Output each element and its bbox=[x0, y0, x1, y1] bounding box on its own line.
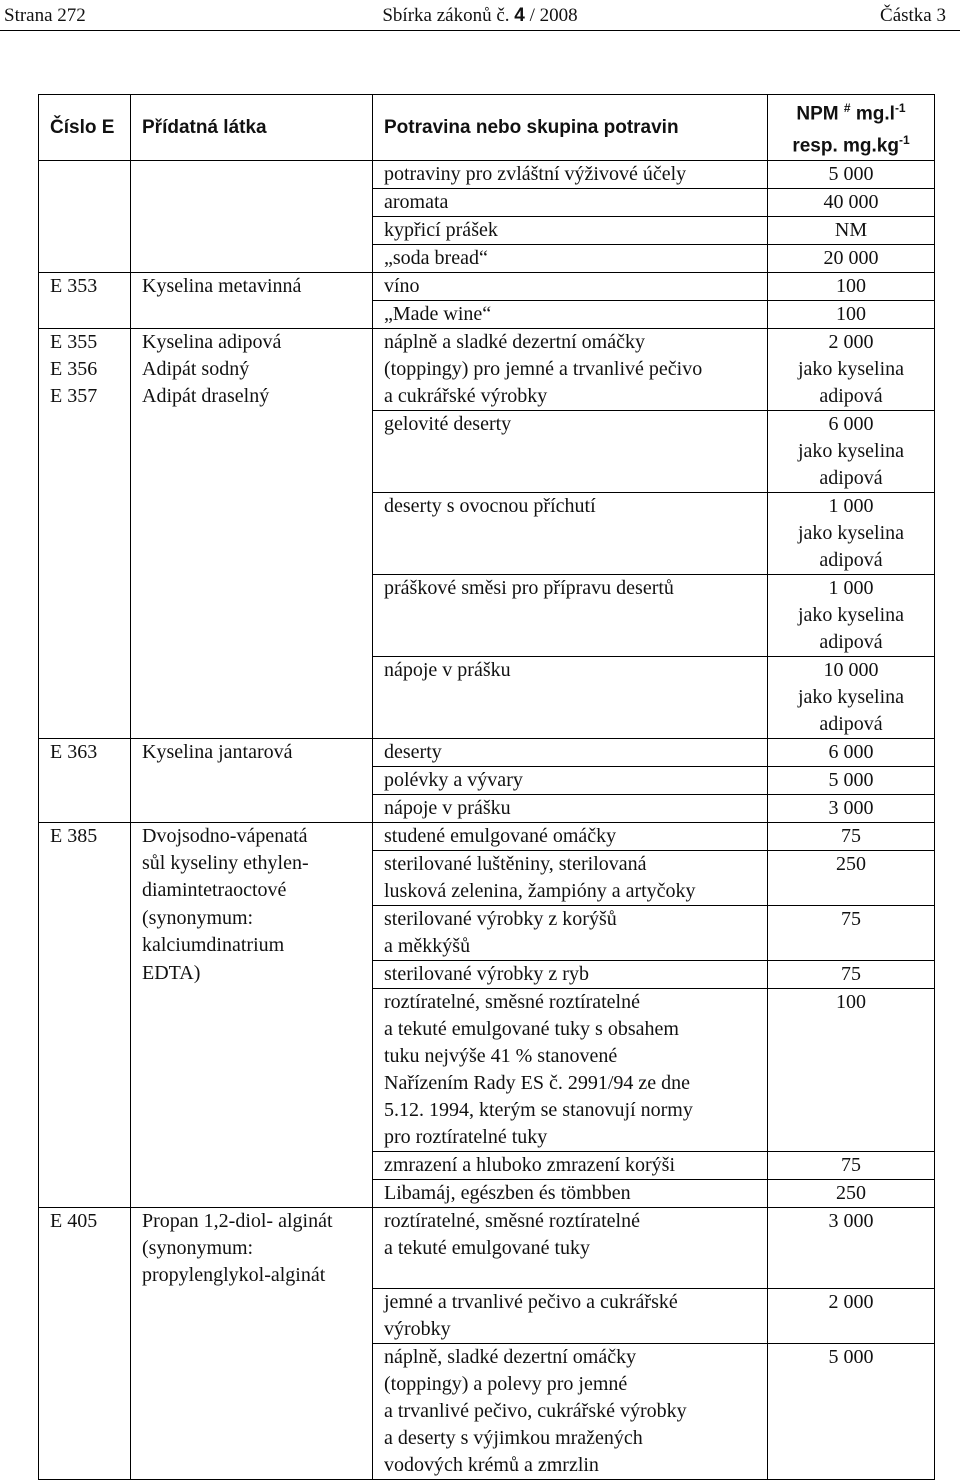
collection-prefix: Sbírka zákonů č. bbox=[382, 5, 510, 26]
npm-value-cell bbox=[768, 1207, 935, 1289]
food-category-line: (toppingy) a polevy pro jemné bbox=[384, 1373, 628, 1396]
food-category-line: výrobky bbox=[384, 1318, 451, 1341]
additive-name-cell bbox=[131, 1151, 373, 1179]
npm-value-line: 75 bbox=[841, 1153, 861, 1176]
npm-value-line: 6 000 bbox=[828, 412, 874, 435]
additive-name-cell bbox=[131, 188, 373, 216]
additive-name-cell bbox=[131, 850, 373, 905]
additive-name-cell bbox=[131, 1344, 373, 1480]
food-category-cell bbox=[373, 656, 768, 738]
food-category-line: polévky a vývary bbox=[384, 768, 523, 791]
page-header bbox=[0, 0, 960, 31]
table-row bbox=[39, 766, 935, 794]
food-category-line: Libamáj, egészben és tömbben bbox=[384, 1181, 631, 1204]
food-category-cell bbox=[373, 300, 768, 328]
food-category-line: a trvanlivé pečivo, cukrářské výrobky bbox=[384, 1400, 687, 1423]
npm-value-cell bbox=[768, 738, 935, 766]
additive-name-cell bbox=[131, 244, 373, 272]
additive-number-line: E 363 bbox=[50, 740, 98, 763]
table-row bbox=[39, 794, 935, 822]
npm-value-line: 250 bbox=[836, 852, 866, 875]
npm-value-line: jako kyselina bbox=[797, 685, 905, 708]
additive-name-line: Dvojsodno-vápenatá bbox=[142, 824, 308, 847]
npm-value-line: 1 000 bbox=[828, 494, 874, 517]
npm-value-cell bbox=[768, 328, 935, 410]
npm-value-cell bbox=[768, 410, 935, 492]
table-row bbox=[39, 492, 935, 574]
food-category-line: pro roztíratelné tuky bbox=[384, 1125, 548, 1148]
additive-number-cell bbox=[39, 160, 131, 188]
npm-value-line: 20 000 bbox=[823, 246, 879, 269]
npm-value-cell bbox=[768, 1179, 935, 1207]
additive-name-cell bbox=[131, 988, 373, 1151]
table-body bbox=[39, 160, 935, 1480]
food-category-line: práškové směsi pro přípravu desertů bbox=[384, 576, 674, 599]
additive-number-cell bbox=[39, 1289, 131, 1344]
additive-number-cell bbox=[39, 738, 131, 766]
npm-value-line: 5 000 bbox=[828, 1346, 874, 1369]
table-row bbox=[39, 850, 935, 905]
food-category-cell bbox=[373, 574, 768, 656]
additive-number-line: E 355 bbox=[50, 330, 98, 353]
npm-value-line: 10 000 bbox=[823, 658, 879, 681]
npm-value-cell bbox=[768, 574, 935, 656]
food-category-cell bbox=[373, 492, 768, 574]
additive-name-cell bbox=[131, 766, 373, 794]
npm-value-cell bbox=[768, 905, 935, 960]
npm-value-cell bbox=[768, 822, 935, 850]
additive-number-cell bbox=[39, 216, 131, 244]
food-category-cell bbox=[373, 1289, 768, 1344]
food-category-line: deserty s ovocnou příchutí bbox=[384, 494, 596, 517]
additive-number-cell bbox=[39, 766, 131, 794]
npm-value-line: 3 000 bbox=[828, 796, 874, 819]
additive-name-line: Adipát draselný bbox=[142, 384, 270, 407]
food-category-line: 5.12. 1994, kterým se stanovují normy bbox=[384, 1098, 693, 1121]
npm-value-cell bbox=[768, 244, 935, 272]
npm-value-cell bbox=[768, 188, 935, 216]
col-header-number: Číslo E bbox=[39, 95, 131, 161]
npm-value-cell bbox=[768, 272, 935, 300]
table-row bbox=[39, 905, 935, 960]
food-category-cell bbox=[373, 766, 768, 794]
food-category-cell bbox=[373, 272, 768, 300]
food-category-line: aromata bbox=[384, 190, 449, 213]
food-category-cell bbox=[373, 1179, 768, 1207]
additive-name-cell bbox=[131, 794, 373, 822]
additive-number-line: E 405 bbox=[50, 1209, 98, 1232]
food-category-line: kypřicí prášek bbox=[384, 218, 498, 241]
additive-number-cell bbox=[39, 574, 131, 656]
table-row bbox=[39, 574, 935, 656]
npm-value-line: 5 000 bbox=[828, 162, 874, 185]
npm-value-cell bbox=[768, 1151, 935, 1179]
additive-name-cell bbox=[131, 1207, 373, 1289]
npm-value-line: jako kyselina bbox=[797, 357, 905, 380]
npm-value-line: 3 000 bbox=[828, 1209, 874, 1232]
npm-value-line: adipová bbox=[819, 548, 883, 571]
additive-number-cell bbox=[39, 905, 131, 960]
additive-number-cell bbox=[39, 492, 131, 574]
table-row bbox=[39, 1289, 935, 1344]
additive-number-line: E 385 bbox=[50, 824, 98, 847]
additive-name-line: Kyselina adipová bbox=[142, 330, 282, 353]
npm-value-line: 6 000 bbox=[828, 740, 874, 763]
table-row bbox=[39, 1151, 935, 1179]
npm-value-line: 75 bbox=[841, 824, 861, 847]
additive-name-cell bbox=[131, 738, 373, 766]
npm-value-line: 1 000 bbox=[828, 576, 874, 599]
additive-name-cell bbox=[131, 300, 373, 328]
npm-value-cell bbox=[768, 1344, 935, 1480]
food-category-line: lusková zelenina, žampióny a artyčoky bbox=[384, 879, 696, 902]
table-row bbox=[39, 244, 935, 272]
food-category-line: vodových krémů a zmrzlin bbox=[384, 1454, 599, 1477]
npm-value-line: adipová bbox=[819, 384, 883, 407]
additive-name-cell bbox=[131, 272, 373, 300]
npm-value-cell bbox=[768, 766, 935, 794]
additive-number-cell bbox=[39, 1179, 131, 1207]
table-row bbox=[39, 216, 935, 244]
food-category-cell bbox=[373, 216, 768, 244]
food-category-line: víno bbox=[384, 274, 420, 297]
npm-value-cell bbox=[768, 300, 935, 328]
npm-value-line: jako kyselina bbox=[797, 439, 905, 462]
food-category-cell bbox=[373, 988, 768, 1151]
additive-number-cell bbox=[39, 822, 131, 850]
col-header-food: Potravina nebo skupina potravin bbox=[373, 95, 768, 161]
npm-value-line: 5 000 bbox=[828, 768, 874, 791]
table-row bbox=[39, 1207, 935, 1289]
issue-number: 4 bbox=[514, 5, 525, 26]
additives-table bbox=[38, 94, 935, 1480]
table-row bbox=[39, 160, 935, 188]
part-number: Částka 3 bbox=[880, 5, 946, 26]
additive-number-line: E 357 bbox=[50, 384, 98, 407]
additive-name-line: diamintetraoctové bbox=[142, 879, 287, 902]
additive-number-cell bbox=[39, 656, 131, 738]
additive-name-cell bbox=[131, 410, 373, 492]
food-category-line: a cukrářské výrobky bbox=[384, 384, 548, 407]
additive-name-line: (synonymum: bbox=[142, 1236, 254, 1259]
table-row bbox=[39, 1344, 935, 1480]
npm-value-cell bbox=[768, 960, 935, 988]
npm-value-cell bbox=[768, 1289, 935, 1344]
table-header-row bbox=[39, 95, 935, 161]
npm-value-line: 2 000 bbox=[828, 1291, 874, 1314]
food-category-cell bbox=[373, 160, 768, 188]
food-category-cell bbox=[373, 794, 768, 822]
collection-year: / 2008 bbox=[529, 5, 578, 26]
food-category-line: sterilované luštěniny, sterilovaná bbox=[384, 852, 647, 875]
additive-name-cell bbox=[131, 492, 373, 574]
additive-name-line: kalciumdinatrium bbox=[142, 934, 285, 957]
additive-name-line: (synonymum: bbox=[142, 907, 254, 930]
additive-number-line: E 353 bbox=[50, 274, 98, 297]
table-row bbox=[39, 822, 935, 850]
table-row bbox=[39, 300, 935, 328]
additive-name-cell bbox=[131, 1289, 373, 1344]
additive-number-cell bbox=[39, 1207, 131, 1289]
additive-number-cell bbox=[39, 410, 131, 492]
food-category-line: sterilované výrobky z korýšů bbox=[384, 907, 617, 930]
npm-value-cell bbox=[768, 988, 935, 1151]
table-row bbox=[39, 656, 935, 738]
food-category-line: nápoje v prášku bbox=[384, 658, 511, 681]
food-category-line: gelovité deserty bbox=[384, 412, 512, 435]
npm-value-cell bbox=[768, 850, 935, 905]
table-row bbox=[39, 988, 935, 1151]
additive-number-cell bbox=[39, 1344, 131, 1480]
food-category-line: Nařízením Rady ES č. 2991/94 ze dne bbox=[384, 1071, 691, 1094]
additive-name-cell bbox=[131, 960, 373, 988]
food-category-line: a tekuté emulgované tuky s obsahem bbox=[384, 1017, 679, 1040]
npm-value-line: 100 bbox=[836, 302, 866, 325]
additive-name-line: EDTA) bbox=[142, 962, 201, 985]
food-category-line: roztíratelné, směsné roztíratelné bbox=[384, 1209, 640, 1232]
table-row bbox=[39, 738, 935, 766]
food-category-line: potraviny pro zvláštní výživové účely bbox=[384, 162, 687, 185]
additive-name-line: Adipát sodný bbox=[142, 357, 250, 380]
food-category-line: „Made wine“ bbox=[384, 302, 492, 325]
table-row bbox=[39, 410, 935, 492]
additive-name-cell bbox=[131, 822, 373, 850]
npm-value-line: adipová bbox=[819, 630, 883, 653]
food-category-line: jemné a trvanlivé pečivo a cukrářské bbox=[384, 1291, 678, 1314]
food-category-cell bbox=[373, 188, 768, 216]
additive-number-line: E 356 bbox=[50, 357, 98, 380]
npm-value-line: 75 bbox=[841, 907, 861, 930]
additive-number-cell bbox=[39, 300, 131, 328]
npm-value-cell bbox=[768, 656, 935, 738]
additive-name-cell bbox=[131, 328, 373, 410]
col-header-additive: Přídatná látka bbox=[131, 95, 373, 161]
additive-number-cell bbox=[39, 328, 131, 410]
food-category-cell bbox=[373, 1344, 768, 1480]
npm-value-cell bbox=[768, 216, 935, 244]
npm-value-line: jako kyselina bbox=[797, 521, 905, 544]
additive-number-cell bbox=[39, 244, 131, 272]
npm-value-line: 75 bbox=[841, 962, 861, 985]
food-category-line: zmrazení a hluboko zmrazení korýši bbox=[384, 1153, 675, 1176]
additive-number-cell bbox=[39, 960, 131, 988]
npm-value-line: 100 bbox=[836, 274, 866, 297]
npm-value-line: NM bbox=[834, 218, 868, 241]
food-category-cell bbox=[373, 738, 768, 766]
npm-value-line: 100 bbox=[836, 990, 866, 1013]
food-category-line: tuku nejvýše 41 % stanovené bbox=[384, 1044, 618, 1067]
additive-name-cell bbox=[131, 905, 373, 960]
food-category-line: deserty bbox=[384, 740, 442, 763]
food-category-line: náplně, sladké dezertní omáčky bbox=[384, 1346, 637, 1369]
additive-name-line: Propan 1,2-diol- alginát bbox=[142, 1209, 333, 1232]
food-category-cell bbox=[373, 850, 768, 905]
food-category-cell bbox=[373, 410, 768, 492]
food-category-line: studené emulgované omáčky bbox=[384, 824, 617, 847]
additive-name-line: Kyselina jantarová bbox=[142, 740, 293, 763]
food-category-line: (toppingy) pro jemné a trvanlivé pečivo bbox=[384, 357, 703, 380]
food-category-line: a tekuté emulgované tuky bbox=[384, 1236, 591, 1259]
food-category-line: a deserty s výjimkou mražených bbox=[384, 1427, 643, 1450]
table-row bbox=[39, 960, 935, 988]
npm-value-line: jako kyselina bbox=[797, 603, 905, 626]
additive-name-line: sůl kyseliny ethylen- bbox=[142, 852, 309, 875]
food-category-cell bbox=[373, 244, 768, 272]
additive-number-cell bbox=[39, 1151, 131, 1179]
food-category-cell bbox=[373, 1207, 768, 1289]
additive-name-line: Kyselina metavinná bbox=[142, 274, 302, 297]
additive-number-cell bbox=[39, 794, 131, 822]
npm-value-cell bbox=[768, 794, 935, 822]
additive-number-cell bbox=[39, 188, 131, 216]
additive-name-line: propylenglykol-alginát bbox=[142, 1263, 326, 1286]
npm-value-line: adipová bbox=[819, 466, 883, 489]
additive-number-cell bbox=[39, 272, 131, 300]
table-row bbox=[39, 272, 935, 300]
additive-name-cell bbox=[131, 216, 373, 244]
npm-value-line: adipová bbox=[819, 712, 883, 735]
page-number: Strana 272 bbox=[4, 5, 86, 26]
col-header-npm: NPM # $mg.l^{-1}$ resp. $mg.kg^{-1}$ bbox=[768, 95, 935, 161]
npm-value-line: 2 000 bbox=[828, 330, 874, 353]
food-category-line: a měkkýšů bbox=[384, 934, 471, 957]
table-row bbox=[39, 188, 935, 216]
collection-title bbox=[0, 5, 960, 27]
food-category-line: náplně a sladké dezertní omáčky bbox=[384, 330, 645, 353]
food-category-cell bbox=[373, 822, 768, 850]
table-row bbox=[39, 328, 935, 410]
food-category-cell bbox=[373, 328, 768, 410]
additive-name-cell bbox=[131, 574, 373, 656]
food-category-line: sterilované výrobky z ryb bbox=[384, 962, 589, 985]
food-category-line: „soda bread“ bbox=[384, 246, 488, 269]
npm-value-cell bbox=[768, 492, 935, 574]
npm-value-cell bbox=[768, 160, 935, 188]
food-category-cell bbox=[373, 960, 768, 988]
npm-value-line: 40 000 bbox=[823, 190, 879, 213]
additive-number-cell bbox=[39, 850, 131, 905]
additive-name-cell bbox=[131, 160, 373, 188]
food-category-line: nápoje v prášku bbox=[384, 796, 511, 819]
food-category-line: roztíratelné, směsné roztíratelné bbox=[384, 990, 640, 1013]
additive-name-cell bbox=[131, 656, 373, 738]
table-row bbox=[39, 1179, 935, 1207]
npm-value-line: 250 bbox=[836, 1181, 866, 1204]
food-category-cell bbox=[373, 1151, 768, 1179]
additive-name-cell bbox=[131, 1179, 373, 1207]
food-category-cell bbox=[373, 905, 768, 960]
additive-number-cell bbox=[39, 988, 131, 1151]
